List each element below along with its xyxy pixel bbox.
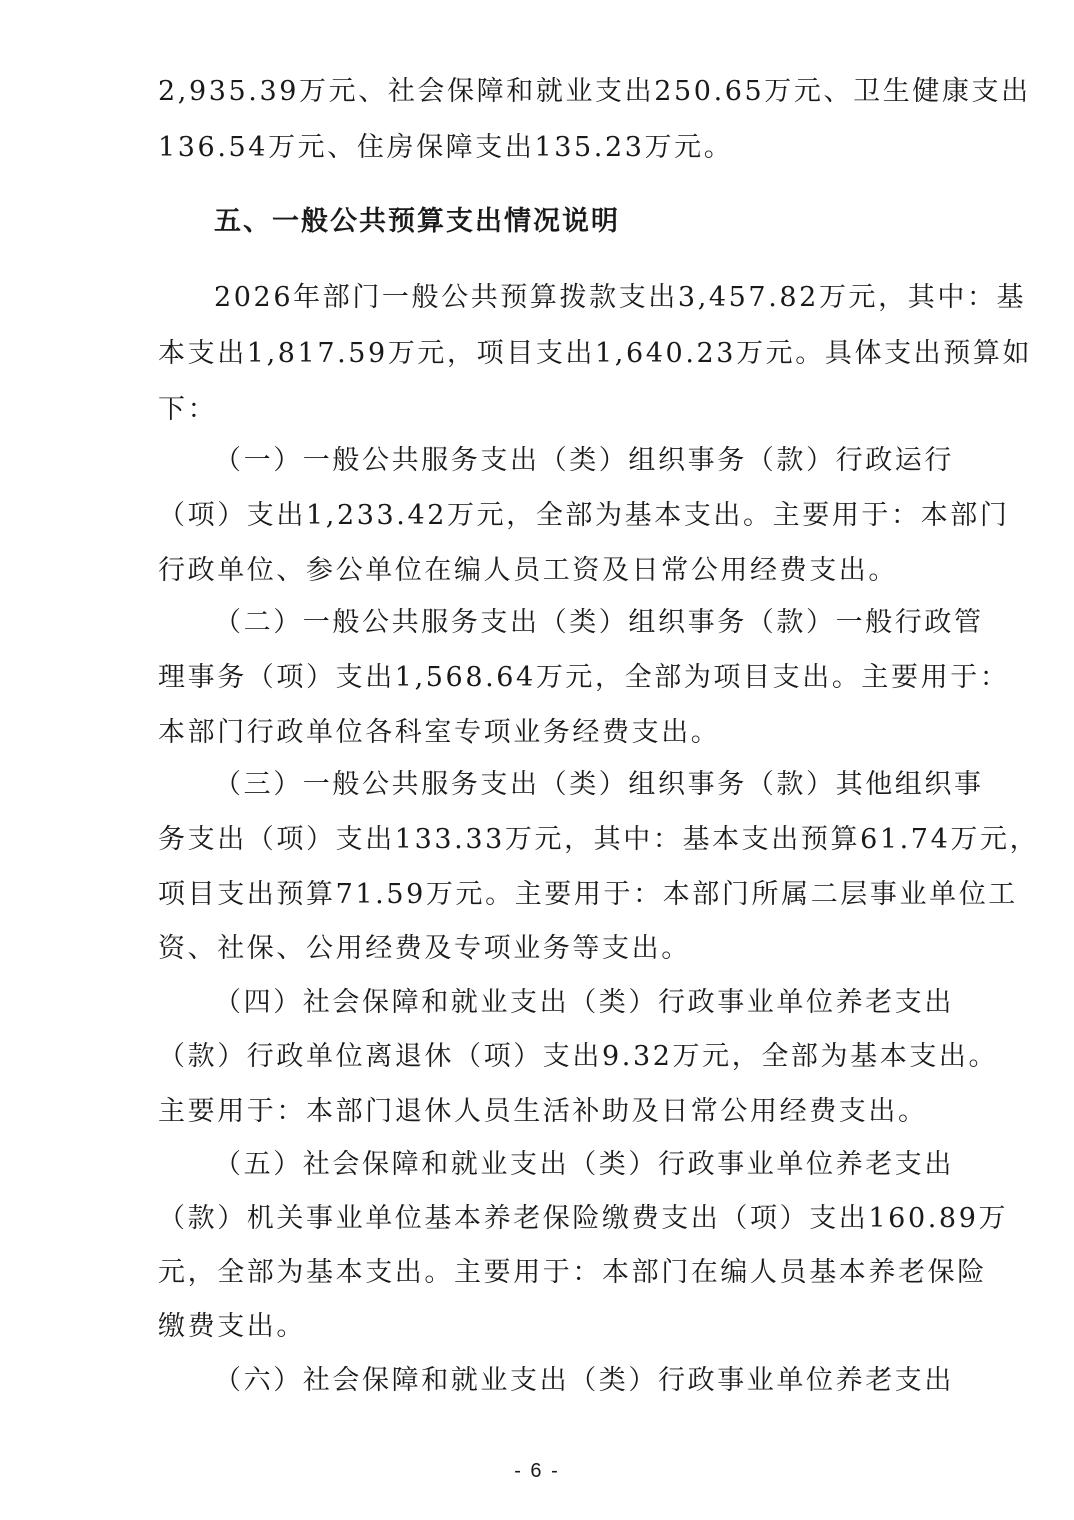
body-text-line: 项目支出预算71.59万元。主要用于：本部门所属二层事业单位工 [158,879,1018,910]
page-number: - 6 - [514,1460,560,1482]
body-text-line: 主要用于：本部门退休人员生活补助及日常公用经费支出。 [158,1096,928,1127]
body-text-line: （四）社会保障和就业支出（类）行政事业单位养老支出 [214,987,954,1018]
section-heading: 五、一般公共预算支出情况说明 [214,206,620,237]
body-text-line: 136.54万元、住房保障支出135.23万元。 [158,132,734,163]
body-text-line: 2026年部门一般公共预算拨款支出3,457.82万元，其中：基 [214,282,1027,313]
body-text-line: （一）一般公共服务支出（类）组织事务（款）行政运行 [214,445,954,476]
body-text-line: （五）社会保障和就业支出（类）行政事业单位养老支出 [214,1149,954,1180]
body-text-line: 资、社保、公用经费及专项业务等支出。 [158,933,691,964]
body-text-line: （六）社会保障和就业支出（类）行政事业单位养老支出 [214,1365,954,1396]
body-text-line: 务支出（项）支出133.33万元，其中：基本支出预算61.74万元， [158,824,1040,855]
body-text-line: （项）支出1,233.42万元，全部为基本支出。主要用于：本部门 [158,500,1010,531]
body-text-line: 理事务（项）支出1,568.64万元，全部为项目支出。主要用于： [158,662,1010,693]
body-text-line: 行政单位、参公单位在编人员工资及日常公用经费支出。 [158,555,898,586]
body-text-line: （二）一般公共服务支出（类）组织事务（款）一般行政管 [214,607,984,638]
body-text-line: 本部门行政单位各科室专项业务经费支出。 [158,717,721,748]
body-text-line: （三）一般公共服务支出（类）组织事务（款）其他组织事 [214,769,984,800]
body-text-line: （款）机关事业单位基本养老保险缴费支出（项）支出160.89万 [158,1203,1009,1234]
body-text-line: 本支出1,817.59万元，项目支出1,640.23万元。具体支出预算如 [158,338,1033,369]
body-text-line: 元，全部为基本支出。主要用于：本部门在编人员基本养老保险 [158,1257,987,1288]
body-text-line: 下： [158,394,218,425]
body-text-line: （款）行政单位离退休（项）支出9.32万元，全部为基本支出。 [158,1041,999,1072]
body-text-line: 缴费支出。 [158,1311,306,1342]
body-text-line: 2,935.39万元、社会保障和就业支出250.65万元、卫生健康支出 [158,76,1031,107]
